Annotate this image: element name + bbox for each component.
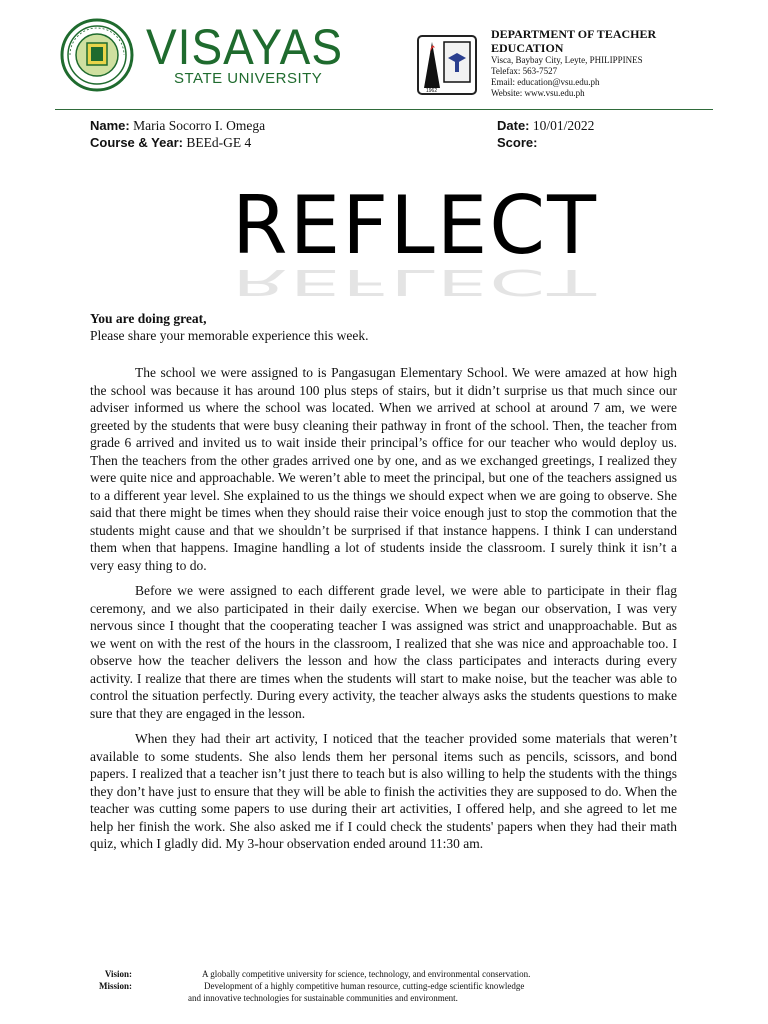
vision-label: Vision: (104, 969, 132, 979)
department-contact-block (491, 27, 701, 99)
department-website: Website: www.vsu.edu.ph (491, 88, 585, 98)
university-subtitle: STATE UNIVERSITY (174, 70, 323, 87)
score-label: Score: (497, 135, 538, 150)
date-value: 10/01/2022 (532, 118, 595, 133)
university-name: VISAYAS (146, 18, 344, 75)
prompt-instruction: Please share your memorable experience this week. (90, 328, 369, 343)
svg-text:1962: 1962 (426, 88, 438, 94)
reflection-paragraph-3: When they had their art activity, I noticed that the teacher provided some materials that weren’t available to some students. She also lends them her personal items such as pencils, scissors, and bond papers. I realized that a teacher isn’t just there to teach but is also willing to help the students with the things they don’t have just to ensure that they will be able to finish the activities they are supposed to do. When the teacher was cutting some papers to use during their art activities, I offered help, and she agreed to let me help her finish the work. She also asked me if I could check the students' papers when they had their math quiz, which I gladly did. My 3-hour observation ended around 11:30 am. (90, 731, 677, 851)
header-divider (55, 109, 713, 110)
reflect-banner-reflection: REFLECT (232, 261, 598, 304)
course-year-label: Course & Year: (90, 135, 183, 150)
mission-text-line2: and innovative technologies for sustainable communities and environment. (188, 993, 458, 1003)
dept-teacher-education-logo-icon (416, 32, 478, 98)
mission-label: Mission: (98, 981, 132, 991)
course-year-value: BEEd-GE 4 (186, 135, 252, 150)
reflection-paragraph-1: The school we were assigned to is Pangasugan Elementary School. We were amazed at how high the school was because it has around 100 plus steps of stairs, but it didn’t surprise us that much since our adviser informed us where the school was located. When we arrived at school at around 7 am, we were greeted by the students that were busy cleaning their pathway in front of the school. Then, the teacher from grade 6 arrived and invited us to wait inside their principal’s office for our teacher who would deploy us. Then the teachers from the other grades arrived one by one, and as we exchanged greetings, I realized they were quite nice and approachable. We weren’t able to meet the principal, but one of the teachers assigned us to a different year level. She explained to us the things we should expect when we are going to observe. She said that there might be times when they should raise their voice enough just to stop the commotion that the students might cause and that we shouldn’t be surprised if that instance happens. I think I can understand them when that happens. Imagine handling a lot of students inside the classroom. I surely think it isn’t a very easy thing to do. (90, 365, 677, 573)
reflection-paragraph-2: Before we were assigned to each different grade level, we were able to participate in their flag ceremony, and we also participated in their daily exercise. When we began our observation, I was very nervous since I thought that the cooperating teacher I was assigned was strict and unapproachable. But as we went on with the rest of the hours in the classroom, I realized that she was nice and approachable too. I observe how the teacher delivers the lesson and how the class participates and interacts during every activity. I realize that there are times when the students will start to make noise, but the teacher was able to control the situation perfectly. During every activity, the teacher always asks the students questions to make sure that they are engaged in the lesson. (90, 583, 677, 721)
department-title-line1: DEPARTMENT OF TEACHER (491, 27, 657, 41)
date-row (497, 117, 594, 134)
department-address: Visca, Baybay City, Leyte, PHILIPPINES (491, 55, 643, 65)
date-label: Date: (497, 118, 530, 133)
department-email: Email: education@vsu.edu.ph (491, 77, 600, 87)
course-year-row (90, 134, 251, 151)
reflection-body (90, 364, 677, 861)
name-label: Name: (90, 118, 130, 133)
student-name-row (90, 117, 265, 134)
reflect-banner-title: REFLECT (232, 179, 598, 272)
score-row (497, 134, 537, 151)
vision-text: A globally competitive university for science, technology, and environmental conservation. (202, 969, 531, 979)
vsu-seal-icon (60, 18, 134, 92)
prompt-greeting: You are doing great, (90, 311, 207, 326)
department-title-line2: EDUCATION (491, 41, 564, 55)
name-value: Maria Socorro I. Omega (133, 118, 266, 133)
mission-text-line1: Development of a highly competitive human resource, cutting-edge scientific knowledge (204, 981, 525, 991)
department-telefax: Telefax: 563-7527 (491, 66, 558, 76)
prompt-block (90, 310, 369, 344)
